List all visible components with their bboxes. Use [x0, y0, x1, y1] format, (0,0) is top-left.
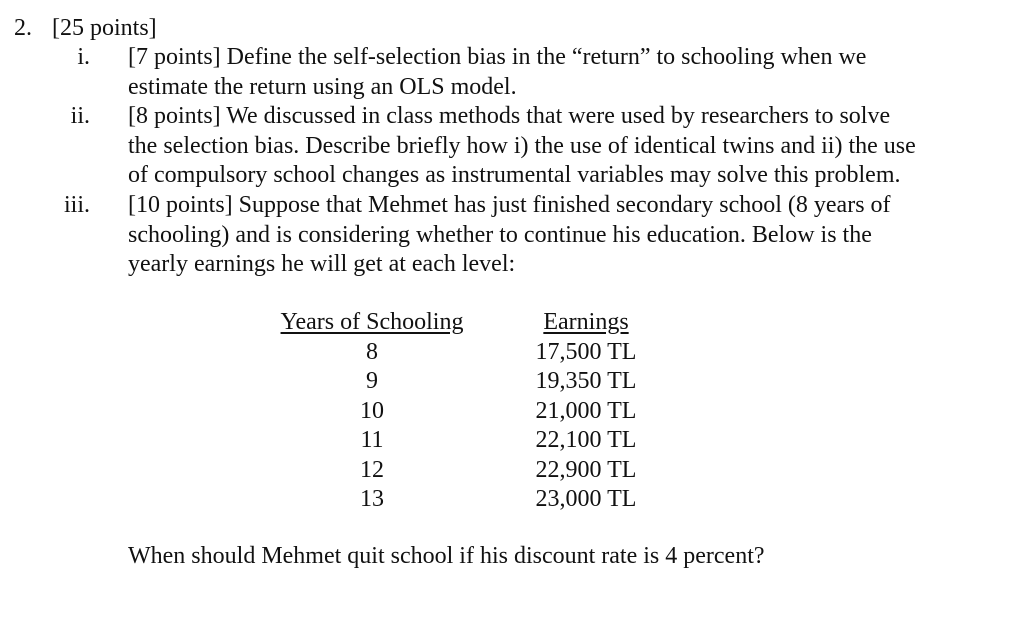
earnings-cell: 22,900 TL [535, 456, 637, 483]
earnings-column [523, 308, 649, 515]
earnings-cell: 22,100 TL [535, 427, 637, 453]
years-column [268, 308, 476, 515]
years-header: Years of Schooling [280, 309, 464, 335]
years-cell: 13 [360, 486, 384, 512]
part-text [128, 191, 1008, 280]
text-line: yearly earnings he will get at each level: [128, 251, 516, 277]
years-cell: 8 [366, 338, 378, 365]
text-line: [7 points] Define the self-selection bias in the “return” to schooling when we [128, 44, 867, 70]
years-cell: 10 [360, 397, 384, 424]
text-line: of compulsory school changes as instrumental variables may solve this problem. [128, 162, 901, 188]
earnings-cell: 23,000 TL [535, 486, 637, 512]
earnings-cell: 21,000 TL [535, 397, 637, 424]
question-header [14, 14, 157, 44]
years-cell: 11 [360, 427, 384, 453]
text-line: the selection bias. Describe briefly how i) the use of identical twins and ii) the use [128, 132, 916, 159]
earnings-cell: 19,350 TL [535, 368, 637, 394]
text-line: schooling) and is considering whether to continue his education. Below is the [128, 221, 872, 248]
years-cell: 12 [360, 456, 384, 483]
text-line: [10 points] Suppose that Mehmet has just finished secondary school (8 years of [128, 192, 891, 218]
part-numeral: iii. [63, 192, 90, 218]
question-points: [25 points] [52, 15, 157, 41]
final-question: When should Mehmet quit school if his discount rate is 4 percent? [128, 543, 765, 569]
earnings-cell: 17,500 TL [535, 338, 637, 365]
years-cell: 9 [366, 368, 378, 394]
text-line: [8 points] We discussed in class methods that were used by researchers to solve [128, 103, 891, 129]
part-text [128, 102, 1008, 191]
part-numeral: ii. [70, 103, 90, 129]
part-text [128, 43, 1008, 102]
earnings-header: Earnings [543, 309, 629, 335]
question-number: 2. [14, 15, 32, 41]
text-line: estimate the return using an OLS model. [128, 73, 517, 100]
part-numeral: i. [77, 44, 90, 70]
